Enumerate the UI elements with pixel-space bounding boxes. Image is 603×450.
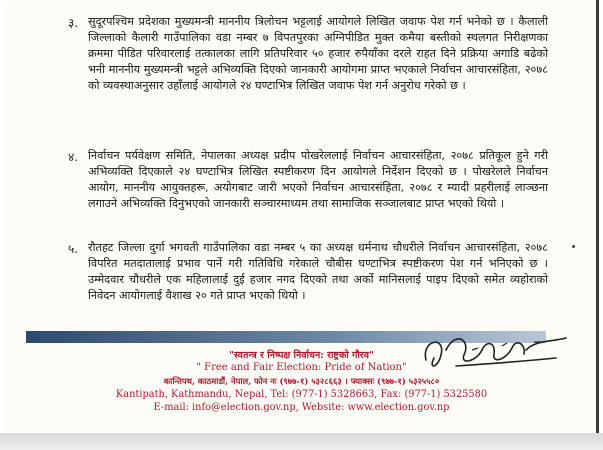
item-number: ४. [68, 150, 79, 164]
footer-motto-english: " Free and Fair Election: Pride of Nation" [196, 362, 407, 373]
item-number: ५. [68, 242, 79, 256]
item-number: ३. [68, 16, 79, 30]
footer-motto-nepali: "स्वतन्त्र र निष्पक्ष निर्वाचन: राष्ट्रको गौरव" [229, 350, 374, 361]
footer-address-english: Kantipath, Kathmandu, Nepal, Tel: (977-1) 5328663, Fax: (977-1) 5325580 [115, 389, 488, 400]
cropped-top-line [106, 0, 406, 6]
item-text: निर्वाचन पर्यवेक्षण समिति, नेपालका अध्यक्ष प्रदीप पोखरेललाई निर्वाचन आचारसंहिता, २०७८ प्रतिकूल हुने गरी अभिव्यक्ति दिएकाले २४ घण्टाभित्र लिखित स्पष्टीकरण दिन आयोगले निर्देशन दिएको छ । पोखरेलले निर्वाचन आयोग, माननीय आयुक्तहरू, अयोगबाट जारी भएको निर्वाचन आचारसंहिता, २०७८ र म्यादी प्रहरीलाई लाञ्छना लगाउने अभिव्यक्ति दिनुभएको जानकारी सञ्चारमाध्यम तथा सामाजिक सञ्जालबाट प्राप्त भएको थियो । [88, 149, 548, 210]
viewer-frame-bottom [0, 433, 603, 450]
item-text: सुदूरपश्चिम प्रदेशका मुख्यमन्त्री माननीय त्रिलोचन भट्टलाई आयोगले लिखित जवाफ पेश गर्न भनेको छ । कैलाली जिल्लाको कैलारी गाउँपालिका वडा नम्बर ७ विपतपुरका अग्निपीडित मुक्त कमैया बस्तीको स्थलगत निरीक्षणका क्रममा पीडित परिवारलाई तत्कालका लागि प्रतिपरिवार ५० हजार रुपैयाँका दरले राहत दिने प्रक्रिया अगाडि बढेको भनी माननीय मुख्यमन्त्री भट्टले अभिव्यक्ति दिएको जानकारी आयोगमा प्राप्त भएकाले निर्वाचन आचारसंहिता, २०७८ को व्यवस्थाअनुसार उहाँलाई आयोगले २४ घण्टाभित्र लिखित जवाफ पेश गर्न अनुरोध गरेको छ । [88, 15, 548, 92]
footer-address-nepali: कान्तिपथ, काठमाडौं, नेपाल, फोन नः (९७७-१) ५३२८६६३ । फ्याक्सः (९७७-१) ५३२५५८० [163, 376, 440, 386]
viewer-frame-edge [596, 0, 599, 433]
document-page [6, 0, 597, 433]
item-text: रौतहट जिल्ला दुर्गा भगवती गाउँपालिका वडा नम्बर ५ का अध्यक्ष धर्मनाथ चौधरीले निर्वाचन आचारसंहिता, २०७८ विपरित मतदातालाई प्रभाव पार्ने गरी गतिविधि गरेकाले चौबीस घण्टाभित्र स्पष्टीकरण पेश गर्न भनिएको छ । उम्मेदवार चौधरीले एक महिलालाई दुई हजार नगद दिएको तथा अर्को मानिसलाई पाइप दिएको समेत व्यहोराको निवेदन आयोगलाई वैशाख २० गते प्राप्त भएको थियो । [88, 241, 548, 302]
footer-contact: E-mail: info@election.gov.np, Website: www.election.gov.np [153, 402, 450, 413]
speck-mark [572, 245, 575, 248]
